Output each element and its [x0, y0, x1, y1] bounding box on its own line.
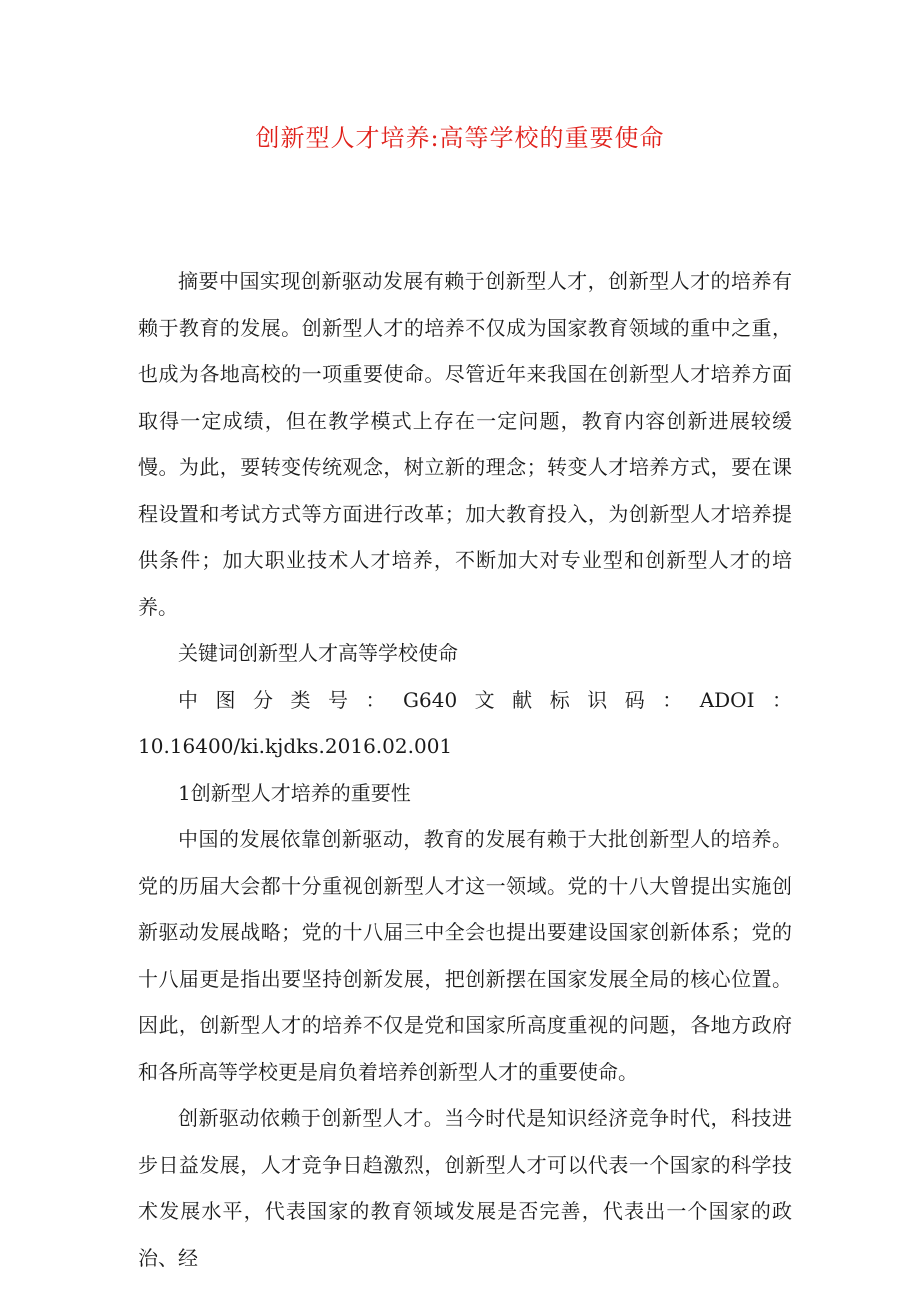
keywords-line: 关键词创新型人才高等学校使命	[178, 641, 458, 665]
section-heading: 1创新型人才培养的重要性	[178, 780, 411, 805]
body-paragraph: 创新驱动依赖于创新型人才。当今时代是知识经济竞争时代，科技进步日益发展，人才竞争日趋激烈，创新型人才可以代表一个国家的科学技术发展水平，代表国家的教育领域发展是否完善，代表出一个国家的政治、经	[138, 1106, 792, 1270]
abstract-paragraph: 摘要中国实现创新驱动发展有赖于创新型人才，创新型人才的培养有赖于教育的发展。创新型人才的培养不仅成为国家教育领域的重中之重，也成为各地高校的一项重要使命。尽管近年来我国在创新型人才培养方面取得一定成绩，但在教学模式上存在一定问题，教育内容创新进展较缓慢。为此，要转变传统观念，树立新的理念；转变人才培养方式，要在课程设置和考试方式等方面进行改革；加大教育投入，为创新型人才培养提供条件；加大职业技术人才培养，不断加大对专业型和创新型人才的培养。	[138, 269, 792, 619]
classification-line: 中图分类号：G640文献标识码：ADOI：10.16400/ki.kjdks.2016.02.001	[138, 687, 792, 758]
document-body	[138, 258, 792, 1281]
body-paragraph: 中国的发展依靠创新驱动，教育的发展有赖于大批创新型人的培养。党的历届大会都十分重视创新型人才这一领域。党的十八大曾提出实施创新驱动发展战略；党的十八届三中全会也提出要建设国家创新体系；党的十八届更是指出要坚持创新发展，把创新摆在国家发展全局的核心位置。因此，创新型人才的培养不仅是党和国家所高度重视的问题，各地方政府和各所高等学校更是肩负着培养创新型人才的重要使命。	[138, 827, 792, 1084]
document-title: 创新型人才培养:高等学校的重要使命	[255, 124, 665, 152]
